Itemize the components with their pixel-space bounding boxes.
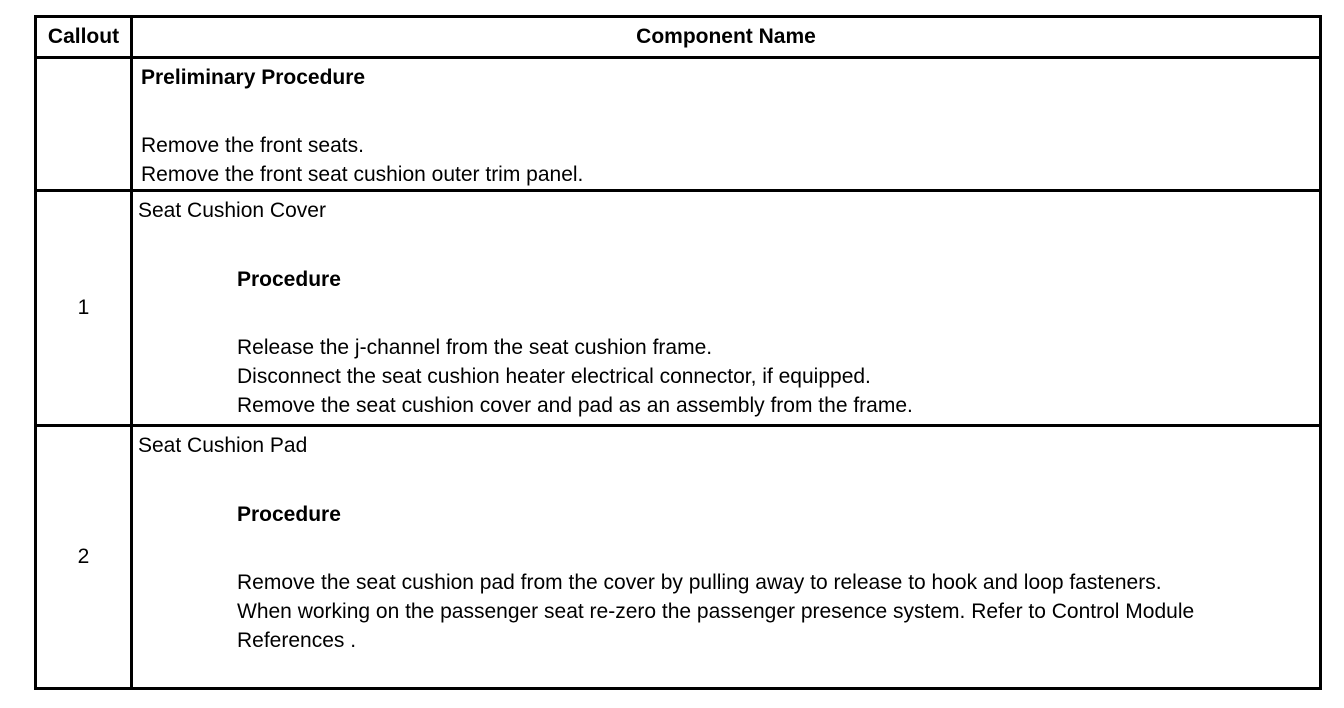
- preliminary-step: Remove the front seats.: [141, 134, 364, 157]
- procedure-step: Release the j-channel from the seat cushion frame.: [237, 336, 713, 359]
- component-content-cell: [132, 426, 1321, 689]
- callout-number: 2: [36, 426, 132, 689]
- procedure-label: Procedure: [237, 268, 341, 291]
- procedure-table: [34, 15, 1322, 690]
- table-row: [36, 191, 1321, 426]
- component-name: Seat Cushion Cover: [138, 199, 326, 222]
- procedure-step: When working on the passenger seat re-zero the passenger presence system. Refer to Control Module References .: [237, 600, 1195, 652]
- callout-number: 1: [36, 191, 132, 426]
- component-name: Seat Cushion Pad: [138, 434, 308, 457]
- preliminary-step: Remove the front seat cushion outer trim panel.: [141, 163, 584, 186]
- callout-header: Callout: [36, 17, 132, 58]
- procedure-step: Remove the seat cushion cover and pad as an assembly from the frame.: [237, 394, 913, 417]
- preliminary-title: Preliminary Procedure: [141, 66, 366, 89]
- preliminary-row: [36, 58, 1321, 191]
- preliminary-content-cell: [132, 58, 1321, 191]
- procedure-step: Disconnect the seat cushion heater electrical connector, if equipped.: [237, 365, 871, 388]
- table-row: [36, 426, 1321, 689]
- procedure-label: Procedure: [237, 503, 341, 526]
- component-content-cell: [132, 191, 1321, 426]
- preliminary-callout-cell: [36, 58, 132, 191]
- procedure-step: Remove the seat cushion pad from the cover by pulling away to release to hook and loop fasteners.: [237, 571, 1162, 594]
- component-name-header: Component Name: [132, 17, 1321, 58]
- table-header-row: [36, 17, 1321, 58]
